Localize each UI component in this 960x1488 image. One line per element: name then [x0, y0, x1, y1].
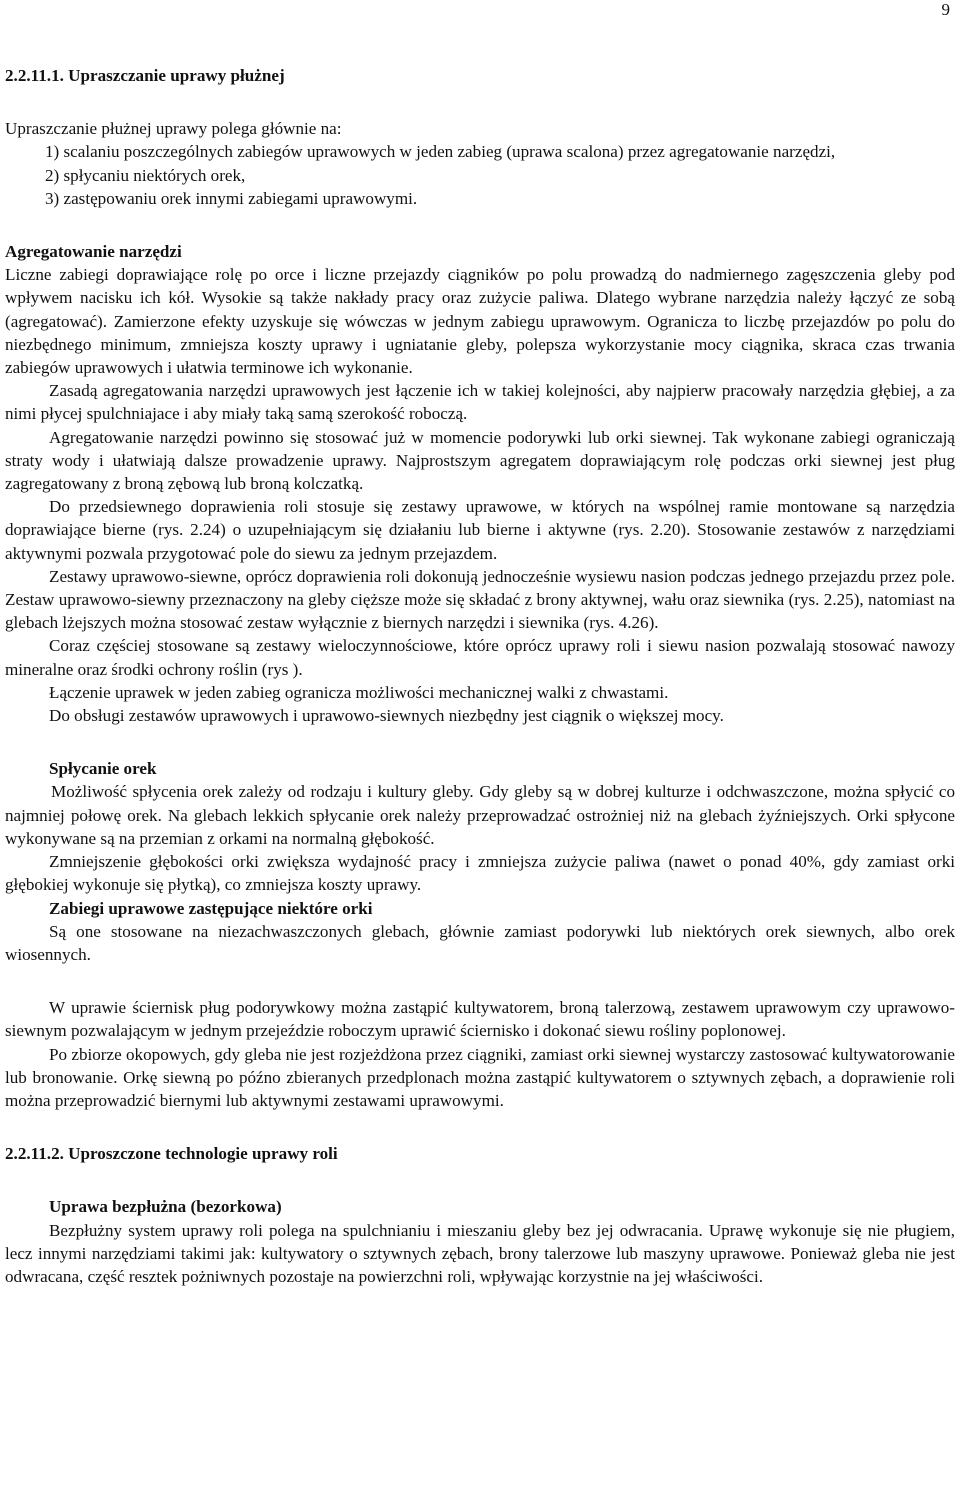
paragraph: Zmniejszenie głębokości orki zwiększa wydajność pracy i zmniejsza zużycie paliwa (nawet o ponad 40%, gdy zamiast orki głębokiej wykonuje się płytką), co zmniejsza koszty uprawy.: [5, 852, 955, 895]
subsection-heading-agregatowanie: Agregatowanie narzędzi: [5, 242, 182, 262]
paragraph: Łączenie uprawek w jeden zabieg ogranicza możliwości mechanicznej walki z chwastami.: [49, 682, 669, 702]
list-item: 2) spłycaniu niektórych orek,: [45, 165, 246, 185]
section-heading: 2.2.11.2. Uproszczone technologie uprawy roli: [5, 1144, 338, 1164]
paragraph: Są one stosowane na niezachwaszczonych glebach, głównie zamiast podorywki lub niektórych orek siewnych, albo orek wiosennych.: [5, 921, 955, 964]
paragraph: Do przedsiewnego doprawienia roli stosuje się zestawy uprawowe, w których na wspólnej ramie montowane są narzędzia doprawiające bierne (rys. 2.24) o uzupełniającym się działaniu lub bierne i aktywne (rys. 2.20). Stosowanie zestawów z narzędziami aktywnymi pozwala przygotować pole do siewu za jednym przejazdem.: [5, 497, 955, 563]
section-intro: Upraszczanie płużnej uprawy polega głównie na:: [5, 119, 342, 139]
list-item: 1) scalaniu poszczególnych zabiegów uprawowych w jeden zabieg (uprawa scalona) przez agregatowanie narzędzi,: [45, 142, 836, 162]
paragraph: Zasadą agregatowania narzędzi uprawowych jest łączenie ich w takiej kolejności, aby najpierw pracowały narzędzia głębiej, a za nimi płycej spulchniajace i aby miały taką samą szerokość roboczą.: [5, 381, 955, 424]
simplification-list: [45, 140, 955, 210]
subsection-heading-splycanie: Spłycanie orek: [49, 759, 157, 779]
page-number: 9: [941, 0, 950, 19]
section-heading: 2.2.11.1. Upraszczanie uprawy płużnej: [5, 66, 285, 85]
paragraph: Do obsługi zestawów uprawowych i uprawowo-siewnych niezbędny jest ciągnik o większej mocy.: [49, 706, 724, 726]
paragraph: W uprawie ściernisk pług podorywkowy można zastąpić kultywatorem, broną talerzową, zestawem uprawowym czy uprawowo-siewnym pozwalającym w jednym przejeździe roboczym uprawić ściernisko i dokonać siewu rośliny poplonowej.: [5, 998, 955, 1041]
list-item: 3) zastępowaniu orek innymi zabiegami uprawowymi.: [45, 188, 418, 208]
paragraph: Zestawy uprawowo-siewne, oprócz doprawienia roli dokonują jednocześnie wysiewu nasion podczas jednego przejazdu przez pole. Zestaw uprawowo-siewny przeznaczony na gleby cięższe może się składać z brony aktywnej, wału oraz siewnika (rys. 2.25), natomiast na glebach lżejszych można stosować zestaw wyłącznie z biernych narzędzi i siewnika (rys. 4.26).: [5, 566, 955, 633]
paragraph: Liczne zabiegi doprawiające rolę po orce i liczne przejazdy ciągników po polu prowadzą do nadmiernego zagęszczenia gleby pod wpływem nacisku ich kół. Wysokie są także nakłady pracy oraz zużycie paliwa. Dlatego wybrane narzędzia należy łączyć ze sobą (agregatować). Zamierzone efekty uzyskuje się wówczas w jednym zabiegu uprawowym. Ogranicza to liczbę przejazdów po polu do niezbędnego minimum, zmniejsza koszty uprawy i ugniatanie gleby, polepsza wykorzystanie mocy ciągnika, skraca czas trwania zabiegów uprawowych i ułatwia terminowe ich wykonanie.: [5, 265, 955, 378]
subsection-heading-bezplużna: Uprawa bezpłużna (bezorkowa): [49, 1197, 282, 1217]
paragraph: Agregatowanie narzędzi powinno się stosować już w momencie podorywki lub orki siewnej. Tak wykonane zabiegi ograniczają straty wody i ułatwiają dalsze prowadzenie uprawy. Najprostszym agregatem doprawiającym rolę podczas orki siewnej jest pług zagregatowany z broną zębową lub broną kolczatką.: [5, 427, 955, 494]
paragraph: Możliwość spłycenia orek zależy od rodzaju i kultury gleby. Gdy gleby są w dobrej kulturze i odchwaszczone, można spłycić co najmniej połowę orek. Na glebach lekkich spłycanie orek należy przeprowadzać ostrożniej niż na glebach żyźniejszych. Orki spłycone wykonywane są na przemian z orkami na normalną głębokość.: [5, 782, 955, 848]
paragraph: Bezpłużny system uprawy roli polega na spulchnianiu i mieszaniu gleby bez jej odwracania. Uprawę wykonuje się nie pługiem, lecz innymi narzędziami takimi jak: kultywatory o sztywnych zębach, brony talerzowe lub maszyny uprawowe. Ponieważ gleba nie jest odwracana, część resztek pożniwnych pozostaje na powierzchni roli, wpływając korzystnie na jej właściwości.: [5, 1220, 955, 1286]
subsection-heading-zabiegi: Zabiegi uprawowe zastępujące niektóre orki: [49, 898, 373, 918]
document-body: [5, 64, 955, 1288]
paragraph: Coraz częściej stosowane są zestawy wieloczynnościowe, które oprócz uprawy roli i siewu nasion pozwalają stosować nawozy mineralne oraz środki ochrony roślin (rys ).: [5, 636, 955, 679]
paragraph: Po zbiorze okopowych, gdy gleba nie jest rozjeżdżona przez ciągniki, zamiast orki siewnej wystarczy zastosować kultywatorowanie lub bronowanie. Orkę siewną po późno zbieranych przedplonach można zastąpić kultywatorem o sztywnych zębach, a doprawienie roli można przeprowadzić biernymi lub aktywnymi zestawami uprawowymi.: [5, 1044, 955, 1110]
